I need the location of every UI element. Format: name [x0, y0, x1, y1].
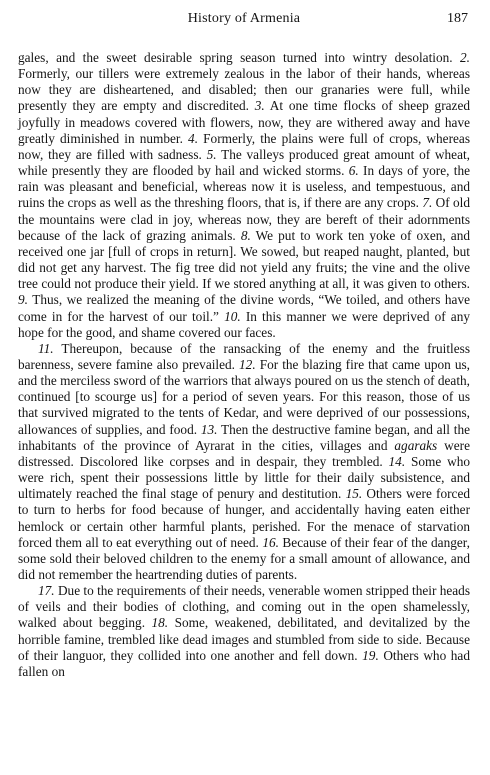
text-run: Then the destructive famine began, and all the inhabitants of the province of Ayrarat in the cities, villages and [18, 421, 470, 453]
italic-run: 14. [388, 453, 406, 469]
italic-run: 2. [460, 50, 470, 65]
text-run: Because of their fear of the danger, some sold their beloved children to the enemy for a small amount of allowance, and did not remember the heartrending duties of parents. [18, 534, 470, 582]
text-run: In days of yore, the rain was pleasant and beneficial, whereas now it is useless, and tempestuous, and ruins the crops as well as the threshing floors, that is, if there are any crops. [18, 163, 471, 211]
text-run: Some who were rich, spent their possessions little by little for their daily subsistence, and ultimately reached the final stage of penury and destitution. [18, 453, 470, 502]
running-title: History of Armenia [187, 11, 301, 26]
italic-run: 11. [38, 340, 54, 356]
text-run: Formerly, the plains were full of crops, whereas now, they are filled with sadness. [18, 130, 470, 162]
italic-run: 9. [18, 292, 28, 308]
text-run: were distressed. Discolored like corpses and in despair, they trembled. [18, 437, 470, 469]
text-run: Others who had fallen on [18, 647, 470, 679]
italic-run: 12. [239, 356, 256, 372]
text-run: We put to work ten yoke of oxen, and received one jar [full of crops in return]. We sowed, but reaped naught, planted, but did not get any harvest. The fig tree did not yield any fruits; the vine and the olive tree could not produce their yield. If we stored anything at all, it was given to others. [18, 227, 470, 292]
text-run: Of old the mountains were clad in joy, whereas now, they are bereft of their adornments because of the lack of grazing animals. [18, 195, 470, 243]
page-number: 187 [447, 11, 468, 26]
italic-run: 17. [38, 583, 55, 599]
italic-run: 13. [200, 421, 218, 437]
text-run: For the blazing fire that came upon us, and the merciless sword of the warriors that always poured on us the stench of death, continued [to scourge us] for a period of seven years. For this reason, those of us that survived migrated to the tents of Kedar, and were deprived of our possessions, allowances of supplies, and food. [18, 356, 470, 437]
text-run: gales, and the sweet desirable spring season turned into wintry desolation. [18, 50, 461, 65]
italic-run: 10. [224, 308, 241, 324]
italic-run: 16. [262, 534, 279, 550]
italic-run: 15. [345, 486, 363, 502]
italic-run: 8. [240, 227, 251, 243]
text-run: Thereupon, because of the ransacking of the enemy and the fruitless barenness, severe famine also prevailed. [18, 340, 470, 372]
text-run: Due to the requirements of their needs, venerable women stripped their heads of veils and their bodies of clothing, and coming out in the open shamelessly, walked about begging. [18, 583, 471, 631]
body-text [18, 50, 470, 680]
italic-run: 18. [151, 615, 169, 631]
paragraph [18, 50, 470, 341]
text-run: At one time flocks of sheep grazed joyfully in meadows covered with flowers, now, they are withered away and have greatly diminished in number. [18, 98, 470, 146]
text-run: In this manner we were deprived of any hope for the good, and shame covered our faces. [18, 308, 470, 340]
italic-run: 5. [206, 146, 217, 162]
italic-run: agaraks [394, 437, 438, 453]
italic-run: 6. [348, 163, 359, 179]
paragraph [18, 583, 470, 680]
paragraph [18, 341, 470, 583]
book-page [18, 10, 470, 680]
italic-run: 3. [254, 98, 265, 114]
running-header [18, 10, 470, 32]
italic-run: 19. [362, 647, 379, 663]
italic-run: 4. [188, 130, 199, 146]
text-run: Others were forced to turn to herbs for food because of hunger, and accidentally having eaten either hemlock or certain other harmful plants, perished. For the menace of starvation forced them all to eat everything out of need. [18, 486, 470, 550]
text-run: Some, weakened, debilitated, and devitalized by the horrible famine, trembled like dead images and stumbled from side to side. Because of their languor, they collided into one another and fell down. [18, 615, 470, 663]
italic-run: 7. [422, 195, 433, 211]
text-run: The valleys produced great amount of wheat, while presently they are flooded by hail and wicked storms. [18, 146, 470, 179]
text-run: Thus, we realized the meaning of the divine words, “We toiled, and others have come in for the harvest of our toil.” [18, 292, 470, 324]
text-run: Formerly, our tillers were extremely zealous in the labor of their hands, whereas now they are disheartened, and disabled; then our granaries were full, while presently they are empty and discredited. [18, 66, 470, 114]
